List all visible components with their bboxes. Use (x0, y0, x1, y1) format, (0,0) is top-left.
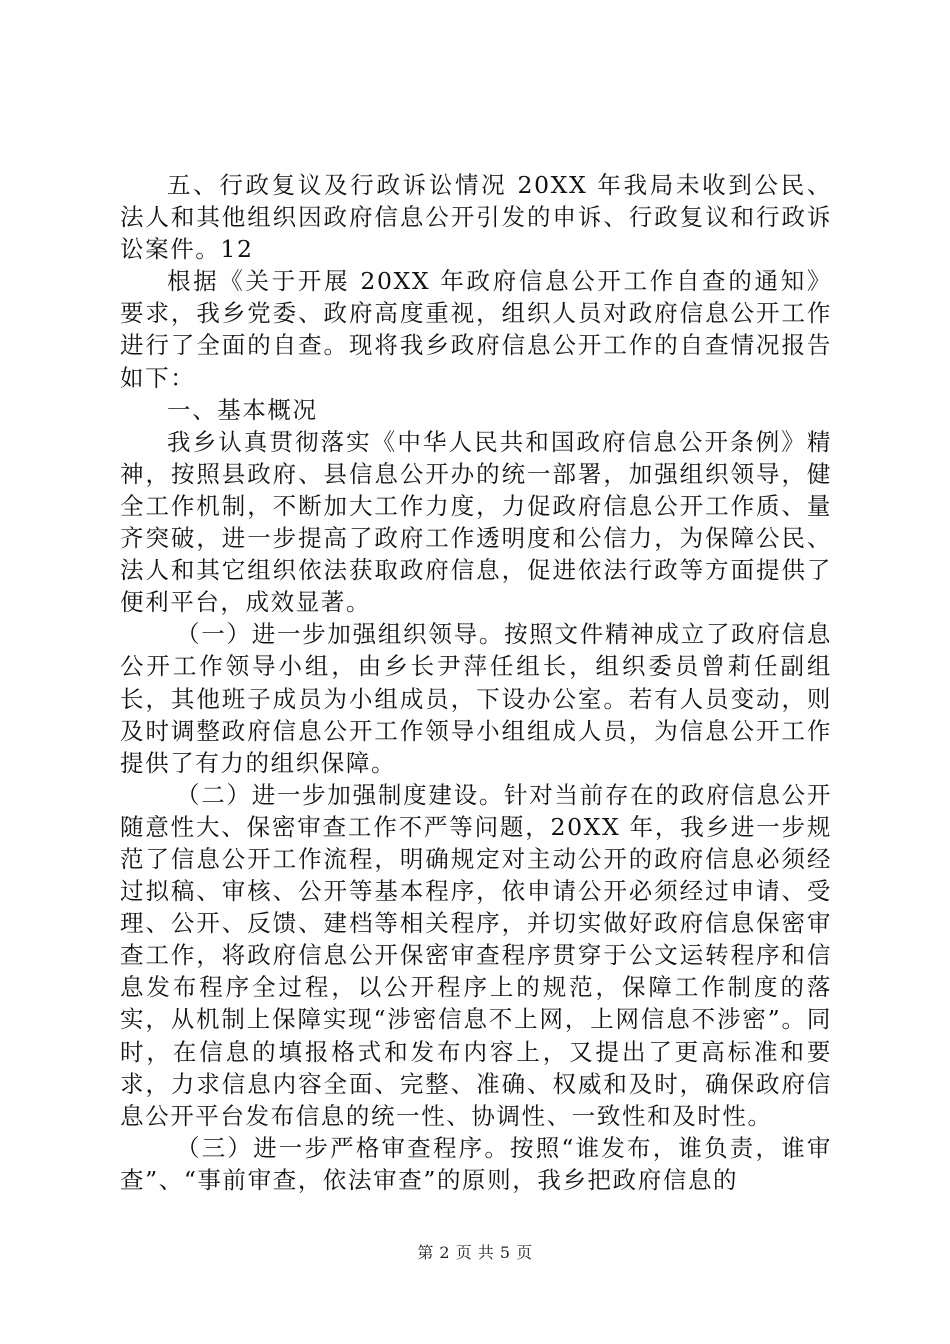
section-heading-overview: 一、基本概况 (167, 395, 318, 424)
page-number-footer: 第 2 页 共 5 页 (417, 1243, 533, 1262)
paragraph-system-building: （二）进一步加强制度建设。针对当前存在的政府信息公开随意性大、保密审查工作不严等问题，20XX 年，我乡进一步规范了信息公开工作流程，明确规定对主动公开的政府信息必须经过拟稿、审核、公开等基本程序，依申请公开必须经过申请、受理、公开、反馈、建档等相关程序，并切实做好政府信息保密审查工作，将政府信息公开保密审查程序贯穿于公文运转程序和信息发布程序全过程，以公开程序上的规范，保障工作制度的落实，从机制上保障实现“涉密信息不上网，上网信息不涉密”。同时，在信息的填报格式和发布内容上，又提出了更高标准和要求，力求信息内容全面、完整、准确、权威和及时，确保政府信息公开平台发布信息的统一性、协调性、一致性和及时性。 (120, 780, 832, 1130)
paragraph-review-procedure: （三）进一步严格审查程序。按照“谁发布，谁负责，谁审查”、“事前审查，依法审查”的原则，我乡把政府信息的 (120, 1133, 832, 1194)
paragraph-overview: 我乡认真贯彻落实《中华人民共和国政府信息公开条例》精神，按照县政府、县信息公开办的统一部署，加强组织领导，健全工作机制，不断加大工作力度，力促政府信息公开工作质、量齐突破，进一步提高了政府工作透明度和公信力，为保障公民、法人和其它组织依法获取政府信息，促进依法行政等方面提供了便利平台，成效显著。 (120, 427, 832, 617)
document-body (120, 169, 832, 1196)
paragraph-organization: （一）进一步加强组织领导。按照文件精神成立了政府信息公开工作领导小组，由乡长尹萍任组长，组织委员曾莉任副组长，其他班子成员为小组成员，下设办公室。若有人员变动，则及时调整政府信息公开工作领导小组组成人员，为信息公开工作提供了有力的组织保障。 (120, 620, 832, 777)
paragraph-intro: 根据《关于开展 20XX 年政府信息公开工作自查的通知》要求，我乡党委、政府高度重视，组织人员对政府信息公开工作进行了全面的自查。现将我乡政府信息公开工作的自查情况报告如下： (120, 267, 832, 392)
paragraph-admin-review: 五、行政复议及行政诉讼情况 20XX 年我局未收到公民、法人和其他组织因政府信息公开引发的申诉、行政复议和行政诉讼案件。12 (120, 171, 832, 264)
